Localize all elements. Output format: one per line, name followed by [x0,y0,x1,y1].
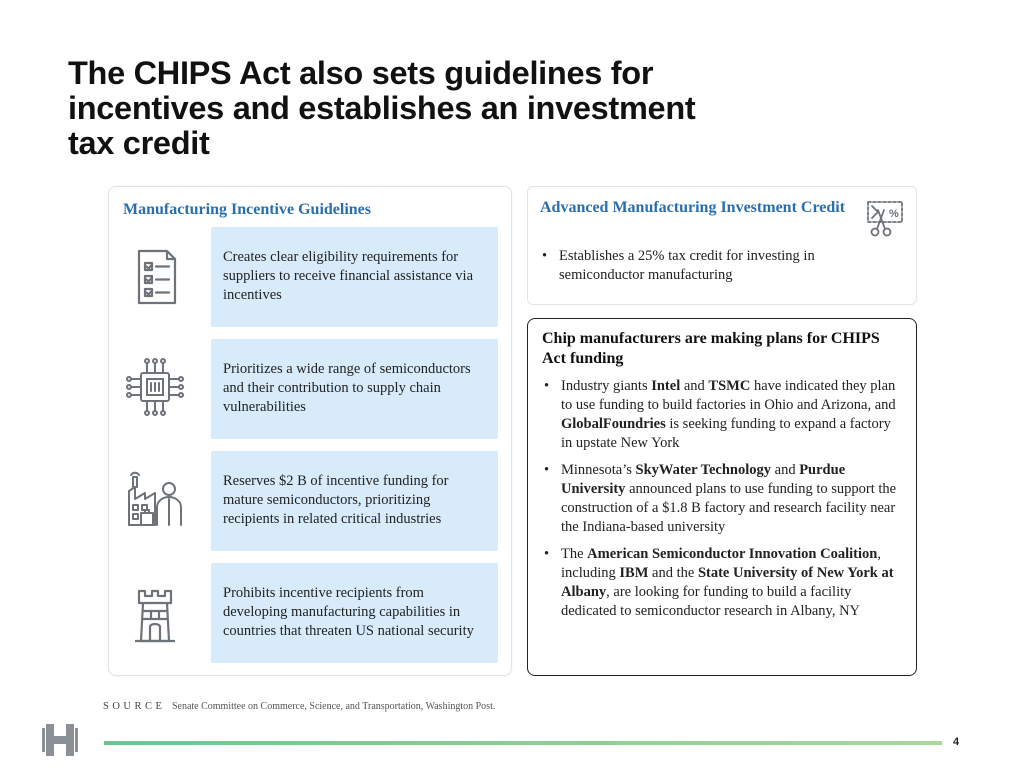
company-tsmc: TSMC [708,378,751,394]
title-line-2: incentives and establishes an investment [68,90,696,126]
title-line-3: tax credit [68,125,210,161]
card-heading: Manufacturing Incentive Guidelines [123,201,372,218]
checklist-icon [123,245,187,309]
guideline-box-2: Prioritizes a wide range of semiconductors and their contribution to supply chain vulnerabilities [211,339,498,439]
incentive-guidelines-card [108,186,512,676]
bullet-item: • Industry giants Intel and TSMC have indicated they plan to use funding to build factories in Ohio and Arizona, and GlobalFoundries is seeking funding to expand a factory in upstate New York [542,377,904,453]
factory-workers-icon [123,469,187,533]
microchip-icon [123,355,187,419]
investment-credit-card [527,186,917,305]
source-text: Senate Committee on Commerce, Science, and Transportation, Washington Post. [171,701,496,712]
bullet-item: • The American Semiconductor Innovation Coalition, including IBM and the State University of New York at Albany, are looking for funding to build a facility dedicated to semiconductor research in Albany, NY [542,545,904,621]
card-heading: Chip manufacturers are making plans for CHIPS Act funding [542,330,880,367]
guideline-box-3: Reserves $2 B of incentive funding for mature semiconductors, prioritizing recipients in related critical industries [211,451,498,551]
company-intel: Intel [651,378,681,394]
bullet-item: • Minnesota’s SkyWater Technology and Purdue University announced plans to use funding to support the construction of a $1.8 B factory and research facility near the Indiana-based university [542,461,904,537]
company-globalfoundries: GlobalFoundries [561,416,666,432]
company-logo-icon [40,720,80,760]
org-purdue: Purdue University [561,462,846,497]
svg-text:%: % [889,208,899,220]
source-note [103,701,495,712]
guideline-box-4: Prohibits incentive recipients from developing manufacturing capabilities in countries that threaten US national security [211,563,498,663]
footer-divider [104,741,942,745]
page-title [68,56,968,161]
org-suny-albany: State University of New York at Albany [561,565,894,600]
fortress-icon [123,585,187,649]
credit-bullet: • Establishes a 25% tax credit for investing in semiconductor manufacturing [540,247,900,285]
source-label: SOURCE [103,701,166,712]
coupon-scissors-icon [864,196,906,238]
company-skywater: SkyWater Technology [635,462,772,478]
guideline-box-1: Creates clear eligibility requirements for suppliers to receive financial assistance via incentives [211,227,498,327]
card-heading: Advanced Manufacturing Investment Credit [540,199,846,216]
company-ibm: IBM [619,565,649,581]
org-asic: American Semiconductor Innovation Coalition [587,546,878,562]
chip-manufacturers-card [527,318,917,676]
page-number: 4 [953,736,960,748]
title-line-1: The CHIPS Act also sets guidelines for [68,55,654,91]
